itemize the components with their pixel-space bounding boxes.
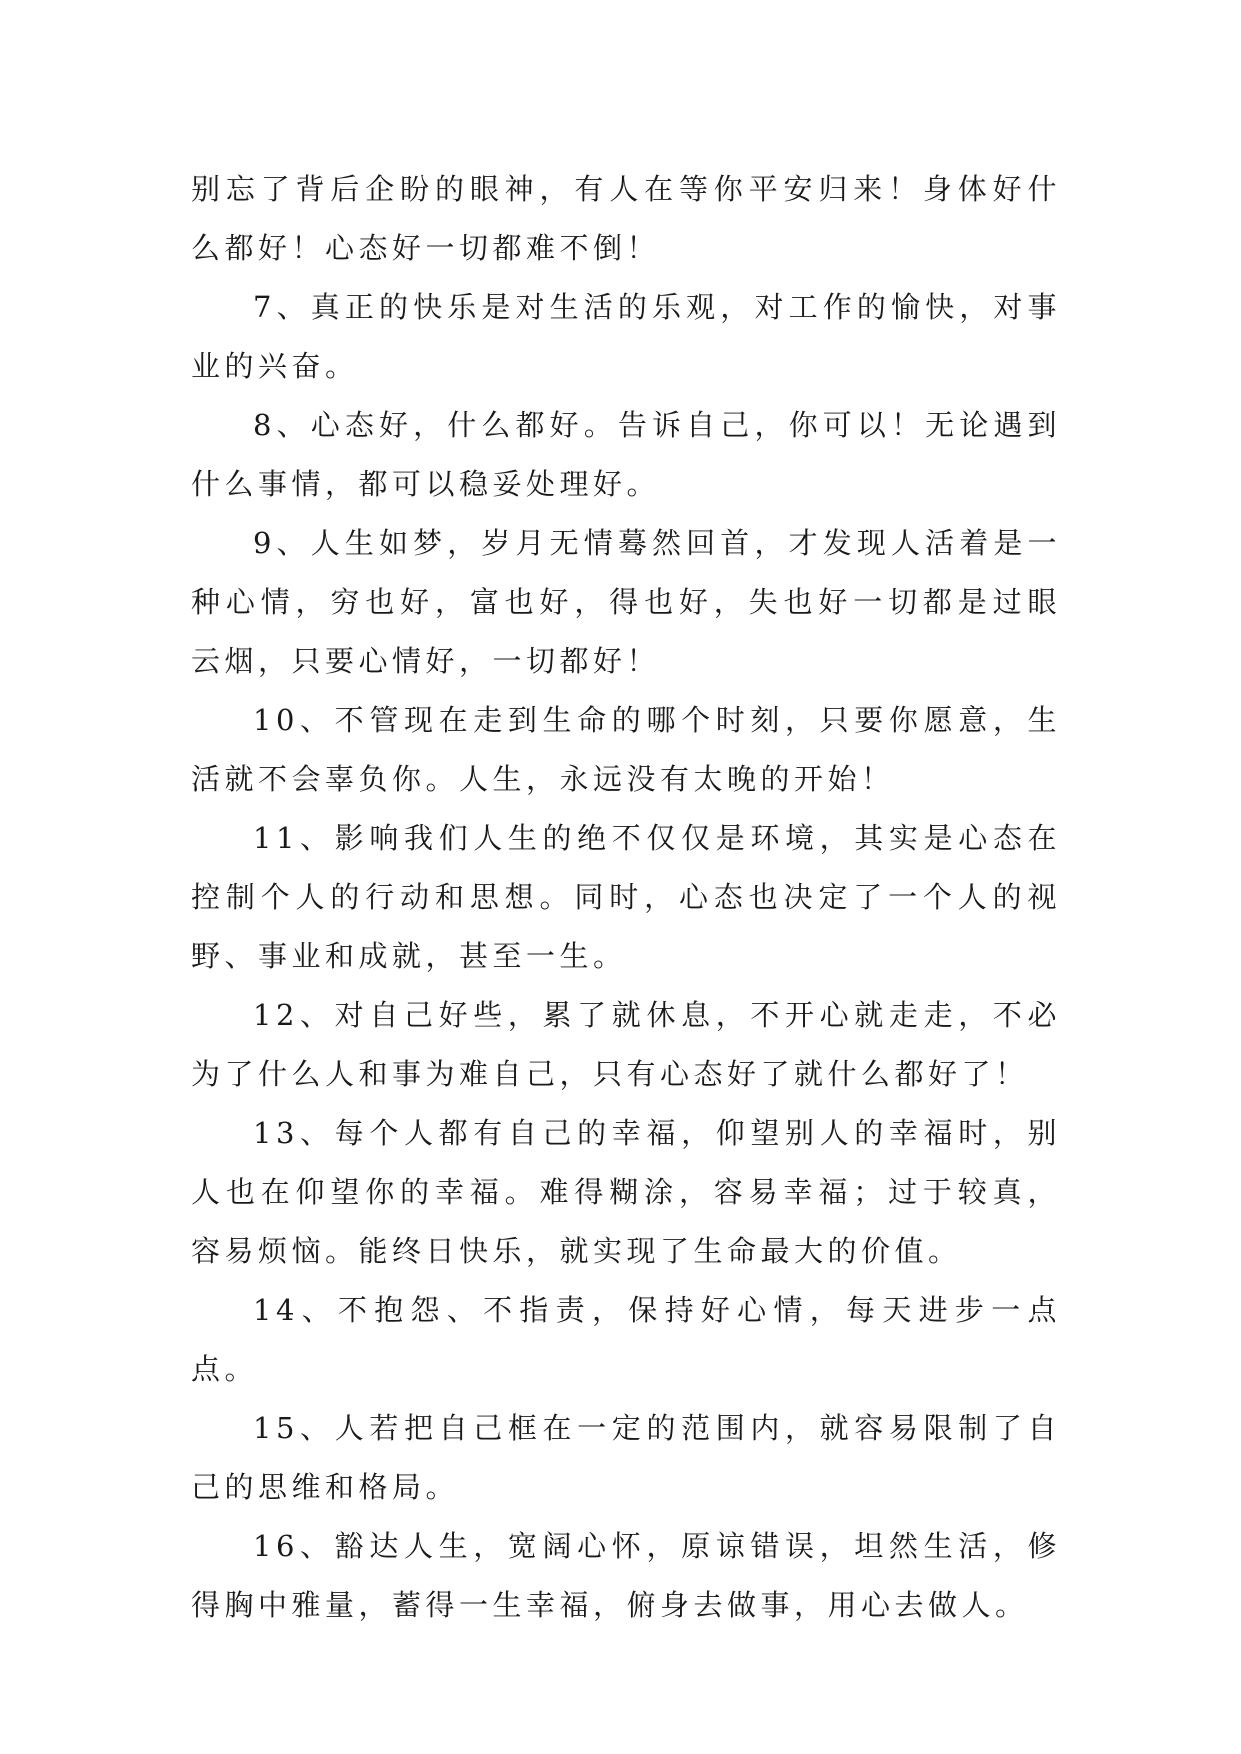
paragraph: 别忘了背后企盼的眼神，有人在等你平安归来！身体好什么都好！心态好一切都难不倒！: [191, 172, 1061, 265]
paragraph: 7、真正的快乐是对生活的乐观，对工作的愉快，对事业的兴奋。: [191, 290, 1061, 383]
paragraph: 15、人若把自己框在一定的范围内，就容易限制了自己的思维和格局。: [191, 1411, 1061, 1504]
paragraph: 10、不管现在走到生命的哪个时刻，只要你愿意，生活就不会辜负你。人生，永远没有太晚的开始！: [191, 703, 1061, 796]
document-body: [191, 160, 1061, 1635]
paragraph: 13、每个人都有自己的幸福，仰望别人的幸福时，别人也在仰望你的幸福。难得糊涂，容易幸福；过于较真，容易烦恼。能终日快乐，就实现了生命最大的价值。: [191, 1116, 1061, 1268]
paragraph: 16、豁达人生，宽阔心怀，原谅错误，坦然生活，修得胸中雅量，蓄得一生幸福，俯身去做事，用心去做人。: [191, 1529, 1061, 1622]
paragraph: 9、人生如梦，岁月无情蓦然回首，才发现人活着是一种心情，穷也好，富也好，得也好，失也好一切都是过眼云烟，只要心情好，一切都好！: [191, 526, 1061, 678]
paragraph: 8、心态好，什么都好。告诉自己，你可以！无论遇到什么事情，都可以稳妥处理好。: [191, 408, 1061, 501]
paragraph: 11、影响我们人生的绝不仅仅是环境，其实是心态在控制个人的行动和思想。同时，心态也决定了一个人的视野、事业和成就，甚至一生。: [191, 821, 1061, 973]
paragraph: 12、对自己好些，累了就休息，不开心就走走，不必为了什么人和事为难自己，只有心态好了就什么都好了！: [191, 998, 1061, 1091]
paragraph: 14、不抱怨、不指责，保持好心情，每天进步一点点。: [191, 1293, 1061, 1386]
